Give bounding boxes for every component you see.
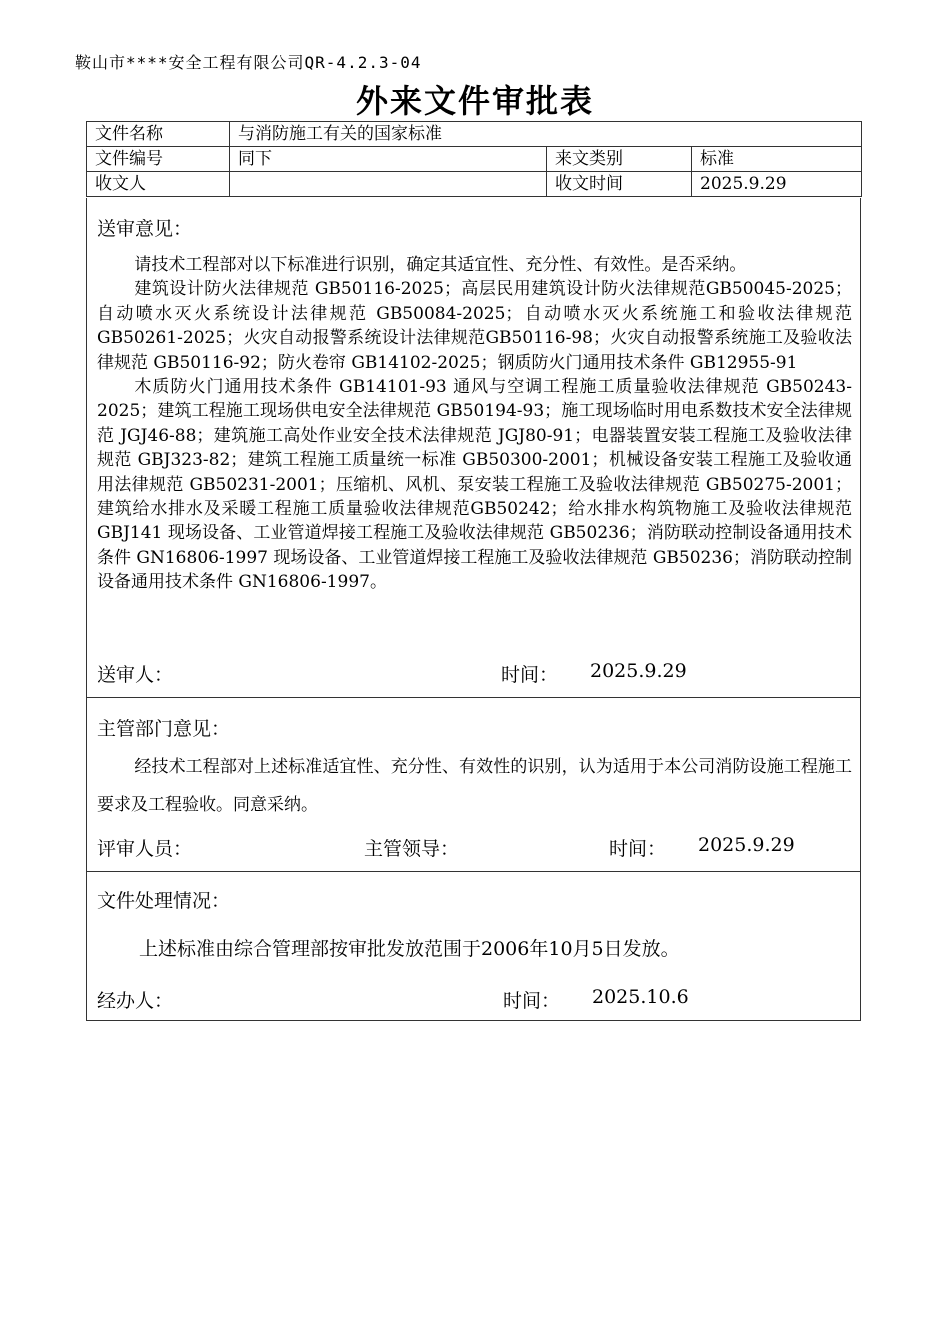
dept-time-value: 2025.9.29: [698, 834, 795, 856]
company-header: 鞍山市****安全工程有限公司QR-4.2.3-04: [75, 53, 422, 72]
recipient-value: [230, 172, 547, 197]
table-row: [87, 122, 862, 147]
page-title: 外来文件审批表: [355, 82, 594, 120]
file-no-value: 同下: [230, 147, 547, 172]
source-type-label: 来文类别: [547, 147, 692, 172]
leader-label: 主管领导：: [364, 838, 460, 860]
review-paragraph: 请技术工程部对以下标准进行识别，确定其适宜性、充分性、有效性。是否采纳。: [134, 255, 747, 275]
dept-label: 主管部门意见：: [97, 718, 231, 740]
reviewer-label: 评审人员：: [97, 838, 193, 860]
source-type-value: 标准: [692, 147, 862, 172]
review-section: [86, 198, 861, 698]
info-table: [86, 121, 862, 197]
table-row: [87, 172, 862, 197]
dept-body: [97, 748, 852, 824]
review-time-value: 2025.9.29: [590, 660, 687, 682]
handling-time-label: 时间：: [503, 990, 561, 1012]
review-paragraph: 建筑设计防火法律规范 GB50116-2025；高层民用建筑设计防火法律规范GB50045-2025；自动喷水灭火系统设计法律规范 GB50084-2025；自动喷水灭火系统施工和验收法律规范 GB50261-2025；火灾自动报警系统设计法律规范GB50116-98；火灾自动报警系统施工及验收法律规范 GB50116-92；防火卷帘 GB14102-2025；钢质防火门通用技术条件 GB12955-91: [97, 279, 852, 373]
file-no-label: 文件编号: [87, 147, 230, 172]
dept-section: [86, 698, 861, 872]
review-paragraph: 木质防火门通用技术条件 GB14101-93 通风与空调工程施工质量验收法律规范 GB50243-2025；建筑工程施工现场供电安全法律规范 GB50194-93；施工现场临时用电系数技术安全法律规范 JGJ46-88；建筑施工高处作业安全技术法律规范 JGJ80-91；电器装置安装工程施工及验收法律规范 GBJ323-82；建筑工程施工质量统一标准 GB50300-2001；机械设备安装工程施工及验收通用法律规范 GB50231-2001；压缩机、风机、泵安装工程施工及验收法律规范 GB50275-2001；建筑给水排水及采暖工程施工质量验收法律规范GB50242；给水排水构筑物施工及验收法律规范 GBJ141 现场设备、工业管道焊接工程施工及验收法律规范 GB50236；消防联动控制设备通用技术条件 GN16806-1997 现场设备、工业管道焊接工程施工及验收法律规范 GB50236；消防联动控制设备通用技术条件 GN16806-1997。: [97, 377, 852, 593]
receive-time-value: 2025.9.29: [692, 172, 862, 197]
handling-time-value: 2025.10.6: [592, 986, 689, 1008]
handling-paragraph: 上述标准由综合管理部按审批发放范围于2006年10月5日发放。: [139, 938, 680, 960]
handling-label: 文件处理情况：: [97, 890, 231, 912]
recipient-label: 收文人: [87, 172, 230, 197]
handling-section: [86, 872, 861, 1021]
dept-paragraph: 经技术工程部对上述标准适宜性、充分性、有效性的识别，认为适用于本公司消防设施工程施工要求及工程验收。同意采纳。: [97, 757, 852, 815]
receive-time-label: 收文时间: [547, 172, 692, 197]
sender-label: 送审人：: [97, 664, 174, 686]
review-time-label: 时间：: [501, 664, 559, 686]
review-label: 送审意见：: [97, 218, 193, 240]
file-name-value: 与消防施工有关的国家标准: [230, 122, 862, 147]
dept-time-label: 时间：: [609, 838, 667, 860]
handler-label: 经办人：: [97, 990, 174, 1012]
table-row: [87, 147, 862, 172]
file-name-label: 文件名称: [87, 122, 230, 147]
review-body: [97, 253, 852, 595]
